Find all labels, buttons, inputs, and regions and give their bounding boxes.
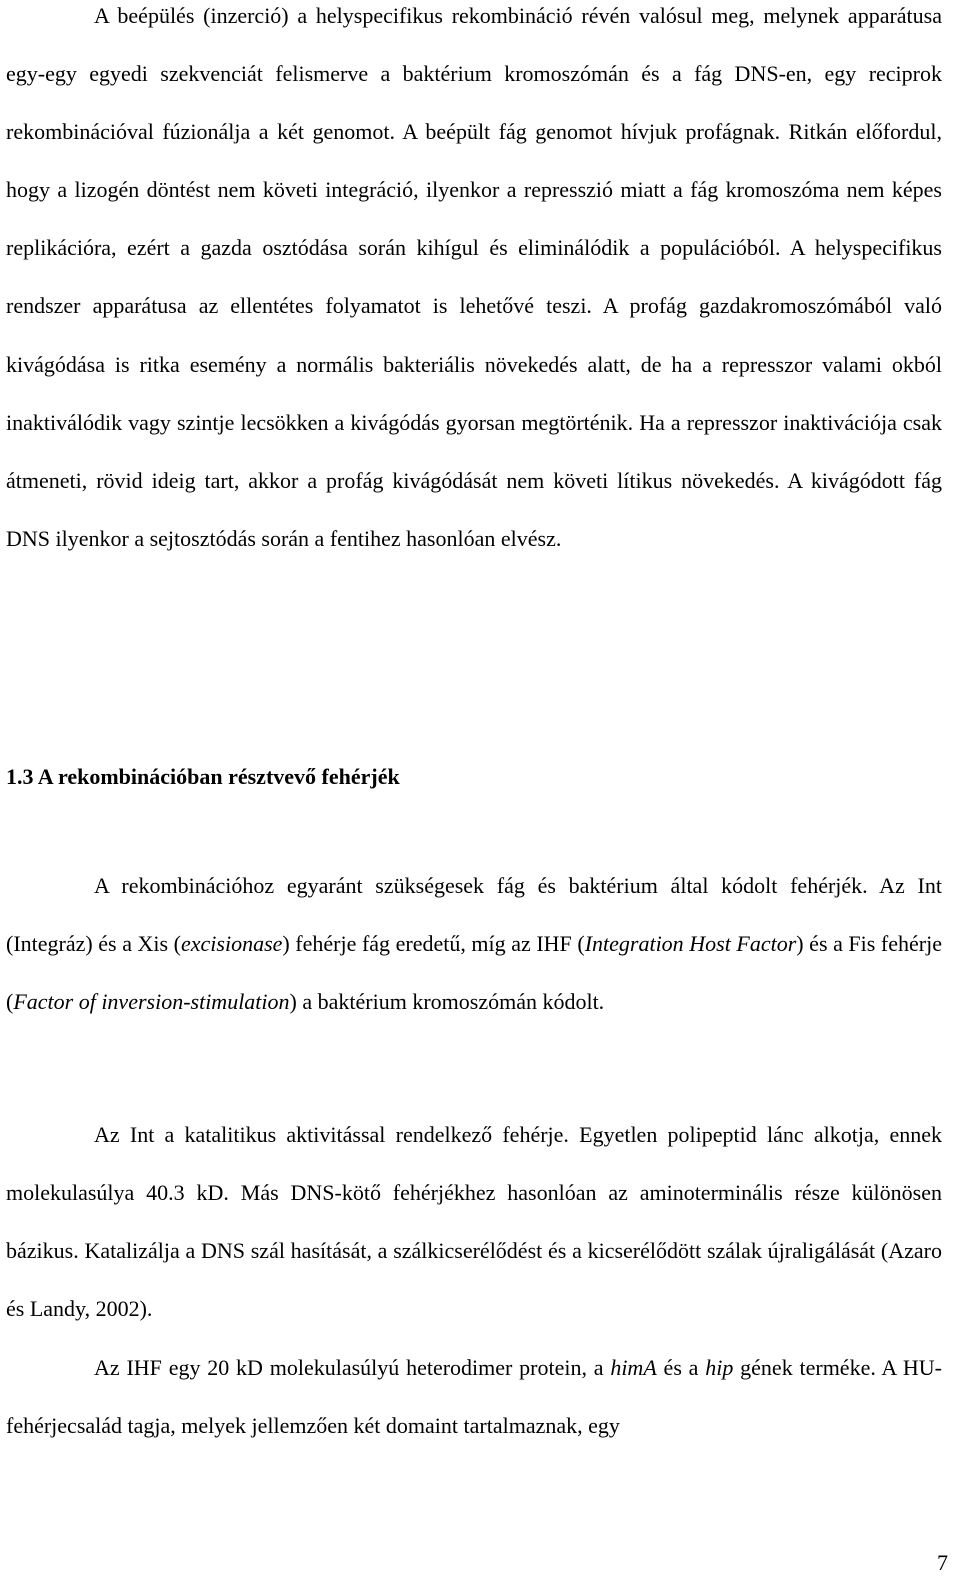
italic-term-fis: Factor of inversion-stimulation bbox=[13, 989, 290, 1015]
paragraph-ihf-protein bbox=[6, 1339, 942, 1455]
paragraph-text: A beépülés (inzerció) a helyspecifikus rekombináció révén valósul meg, melynek apparátusa egy-egy egyedi szekvenciát felismerve a baktérium kromoszómán és a fág DNS-en, egy reciprok rekombinációval fúzionálja a két genomot. A beépült fág genomot hívjuk profágnak. Ritkán előfordul, hogy a lizogén döntést nem követi integráció, ilyenkor a represszió miatt a fág kromoszóma nem képes replikációra, ezért a gazda osztódása során kihígul és eliminálódik a populációból. A helyspecifikus rendszer apparátusa az ellentétes folyamatot is lehetővé teszi. A profág gazdakromoszómából való kivágódása is ritka esemény a normális bakteriális növekedés alatt, de ha a represszor valami okból inaktiválódik vagy szintje lecsökken a kivágódás gyorsan megtörténik. Ha a represszor inaktivációja csak átmeneti, rövid ideig tart, akkor a profág kivágódását nem követi lítikus növekedés. A kivágódott fág DNS ilyenkor a sejtosztódás során a fentihez hasonlóan elvész. bbox=[6, 3, 942, 551]
paragraph-text: gének terméke. A HU-fehérjecsalád tagja, melyek jellemzően két domaint tartalmaznak, egy bbox=[6, 1355, 942, 1439]
page-number: 7 bbox=[937, 1550, 948, 1575]
paragraph-int-protein bbox=[6, 1106, 942, 1338]
paragraph-text: Az IHF egy 20 kD molekulasúlyú heterodimer protein, a bbox=[94, 1355, 611, 1380]
italic-term-excisionase: excisionase bbox=[181, 931, 283, 957]
paragraph-text: ) a baktérium kromoszómán kódolt. bbox=[289, 989, 605, 1015]
italic-gene-hip: hip bbox=[705, 1355, 734, 1380]
paragraph-text: ) fehérje fág eredetű, míg az IHF ( bbox=[282, 931, 585, 957]
paragraph-integration bbox=[6, 0, 942, 568]
italic-gene-hima: himA bbox=[610, 1355, 657, 1380]
paragraph-text: A rekombinációhoz egyaránt szükségesek fág és baktérium által kódolt fehérjék. Az Int (Integráz) és a Xis ( bbox=[6, 873, 942, 957]
section-heading: 1.3 A rekombinációban résztvevő fehérjék bbox=[6, 764, 400, 789]
paragraph-text: és a bbox=[656, 1355, 706, 1380]
italic-term-ihf: Integration Host Factor bbox=[584, 931, 797, 957]
paragraph-text: ) és a Fis fehérje ( bbox=[6, 931, 942, 1015]
paragraph-proteins-intro bbox=[6, 857, 942, 1031]
paragraph-text: Az Int a katalitikus aktivitással rendelkező fehérje. Egyetlen polipeptid lánc alkotja, ennek molekulasúlya 40.3 kD. Más DNS-kötő fehérjékhez hasonlóan az aminoterminális része különösen bázikus. Katalizálja a DNS szál hasítását, a szálkicserélődést és a kicserélődött szálak újraligálását (Azaro és Landy, 2002). bbox=[6, 1122, 942, 1322]
